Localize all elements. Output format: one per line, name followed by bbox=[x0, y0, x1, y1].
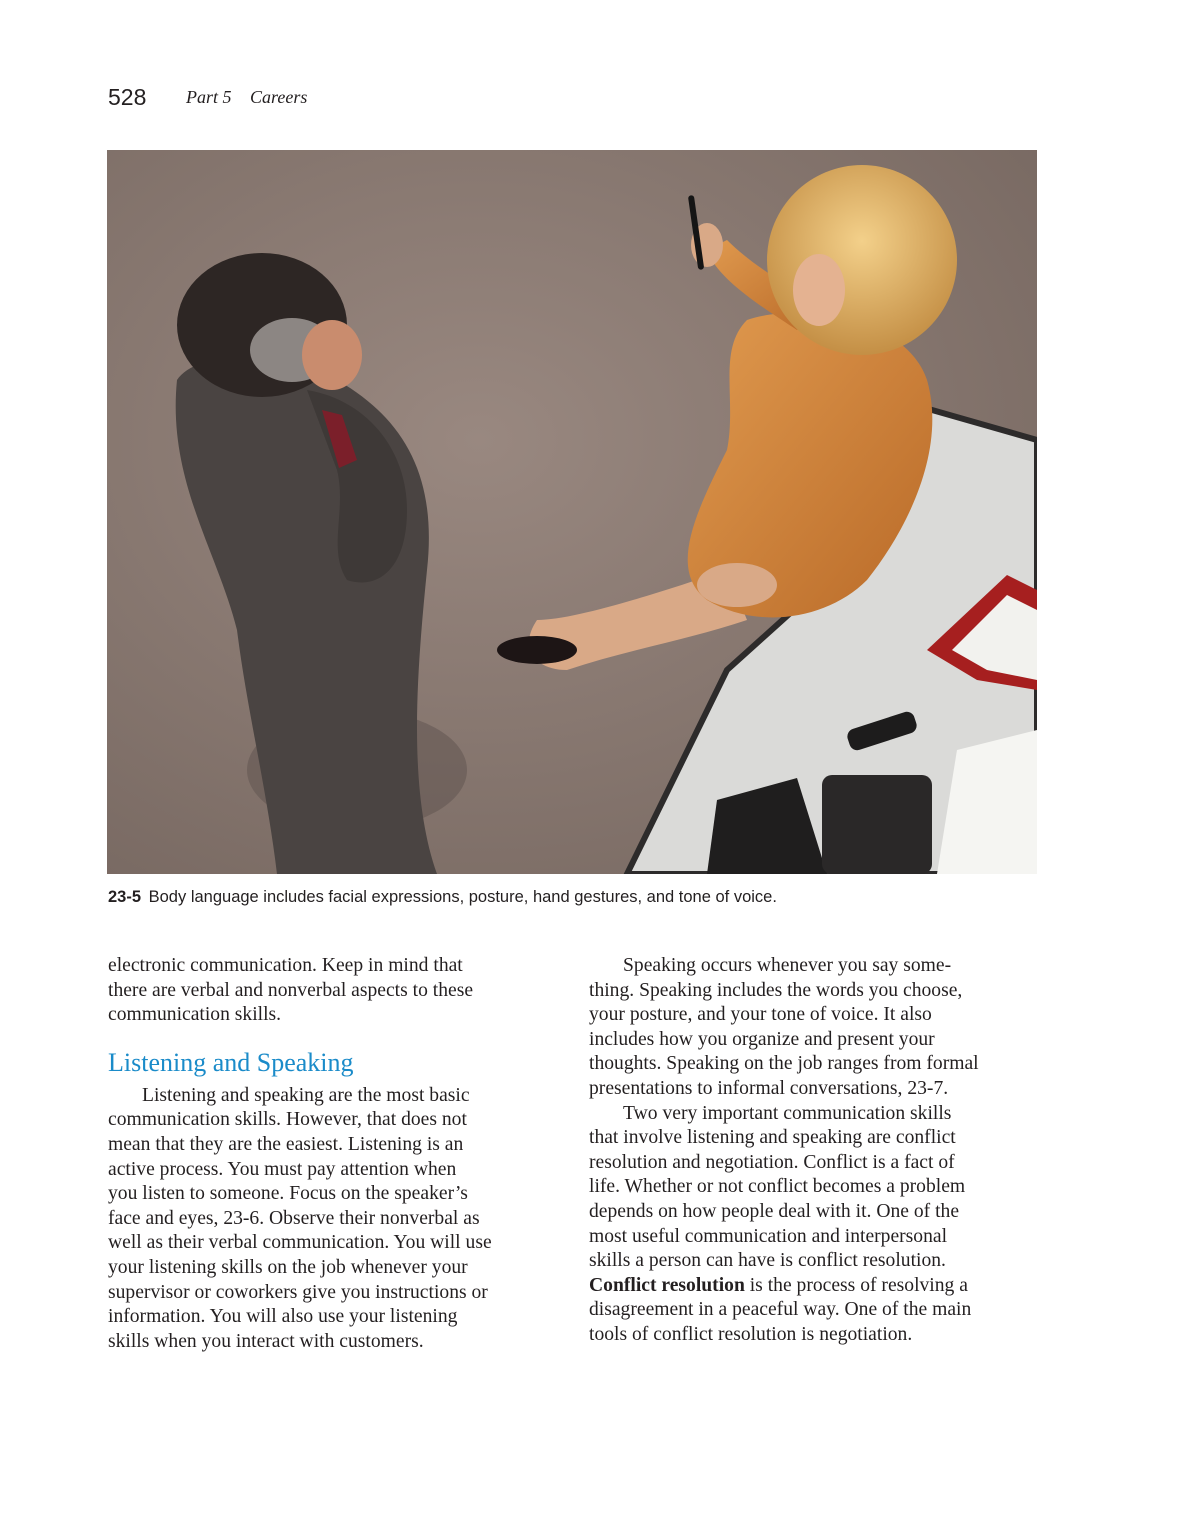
key-term: Conflict resolution bbox=[589, 1274, 745, 1296]
listening-paragraph bbox=[108, 1084, 560, 1355]
right-column bbox=[589, 954, 1041, 1348]
conflict-paragraph bbox=[589, 1102, 1041, 1348]
text-line: depends on how people deal with it. One of the bbox=[589, 1200, 960, 1222]
definition-line bbox=[589, 1274, 1041, 1299]
figure-caption-text: Body language includes facial expressions, posture, hand gestures, and tone of voice. bbox=[148, 888, 777, 906]
section-heading: Listening and Speaking bbox=[108, 1047, 354, 1077]
text-line: electronic communication. Keep in mind that bbox=[108, 955, 463, 976]
running-header-chapter: Careers bbox=[250, 87, 308, 107]
text-line: supervisor or coworkers give you instructions or bbox=[108, 1281, 488, 1303]
text-line: life. Whether or not conflict becomes a problem bbox=[589, 1176, 966, 1198]
text-line: that involve listening and speaking are conflict bbox=[589, 1127, 956, 1149]
text-line: information. You will also use your listening bbox=[108, 1306, 458, 1328]
text-line: communication skills. bbox=[108, 1004, 282, 1026]
keypad-phone bbox=[822, 775, 932, 874]
text-line: face and eyes, 23-6. Observe their nonverbal as bbox=[108, 1207, 480, 1229]
definition-text: is the process of resolving a bbox=[744, 1274, 968, 1296]
text-line: mean that they are the easiest. Listening is an bbox=[108, 1133, 464, 1155]
text-line: communication skills. However, that does not bbox=[108, 1109, 467, 1131]
text-line: most useful communication and interpersonal bbox=[589, 1225, 948, 1247]
text-line: active process. You must pay attention when bbox=[108, 1158, 457, 1180]
speaking-paragraph bbox=[589, 954, 1041, 1102]
photo-illustration bbox=[107, 150, 1037, 874]
woman-shoe bbox=[497, 636, 577, 664]
text-line: Two very important communication skills bbox=[623, 1102, 952, 1124]
woman-hair bbox=[767, 165, 957, 355]
text-line: thoughts. Speaking on the job ranges from formal bbox=[589, 1053, 979, 1075]
figure-caption bbox=[108, 888, 777, 907]
text-line: tools of conflict resolution is negotiation. bbox=[589, 1323, 913, 1345]
text-line: Speaking occurs whenever you say some- bbox=[623, 955, 952, 976]
text-line: Listening and speaking are the most basic bbox=[142, 1084, 470, 1106]
text-line: skills when you interact with customers. bbox=[108, 1330, 424, 1352]
figure-photo bbox=[107, 150, 1037, 874]
text-line: skills a person can have is conflict resolution. bbox=[589, 1250, 946, 1272]
text-line: there are verbal and nonverbal aspects to these bbox=[108, 979, 474, 1001]
page-number: 528 bbox=[108, 84, 147, 110]
text-line: thing. Speaking includes the words you choose, bbox=[589, 979, 963, 1001]
woman-face bbox=[793, 254, 845, 326]
running-header bbox=[186, 87, 321, 108]
running-header-part: Part 5 bbox=[186, 87, 232, 107]
text-line: your posture, and your tone of voice. It also bbox=[589, 1004, 932, 1026]
text-line: your listening skills on the job whenever your bbox=[108, 1256, 468, 1278]
text-line: you listen to someone. Focus on the speaker’s bbox=[108, 1183, 468, 1205]
text-line: disagreement in a peaceful way. One of the main bbox=[589, 1299, 972, 1321]
man-face bbox=[302, 320, 362, 390]
text-line: well as their verbal communication. You will use bbox=[108, 1232, 492, 1254]
text-line: includes how you organize and present your bbox=[589, 1028, 935, 1050]
woman-open-hand bbox=[697, 563, 777, 607]
left-column bbox=[108, 954, 560, 1354]
text-line: presentations to informal conversations, 23-7. bbox=[589, 1077, 949, 1099]
intro-paragraph bbox=[108, 954, 560, 1028]
figure-number: 23-5 bbox=[108, 888, 142, 906]
text-line: resolution and negotiation. Conflict is a fact of bbox=[589, 1151, 955, 1173]
